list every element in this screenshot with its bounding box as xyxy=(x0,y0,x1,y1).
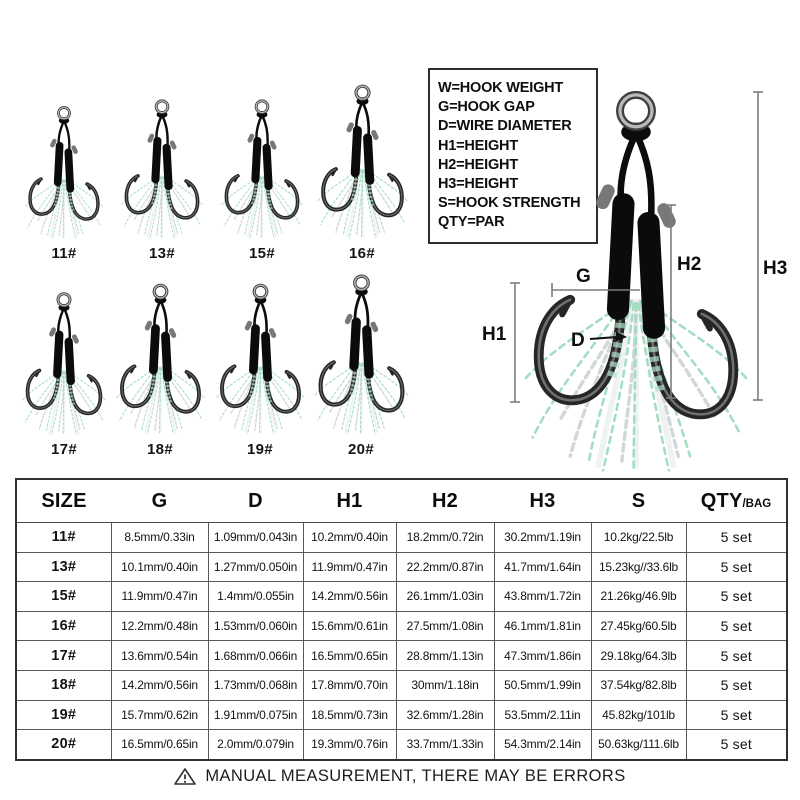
assist-hook-image xyxy=(214,281,307,438)
dimension-diagram xyxy=(470,78,800,482)
cell-h1: 18.5mm/0.73in xyxy=(303,700,396,730)
header-row xyxy=(16,479,787,523)
table-row xyxy=(16,552,787,582)
dim-label-d: D xyxy=(571,330,585,351)
cell-g: 14.2mm/0.56in xyxy=(111,670,208,700)
cell-h2: 32.6mm/1.28in xyxy=(396,700,494,730)
disclaimer-text: MANUAL MEASUREMENT, THERE MAY BE ERRORS xyxy=(205,767,626,785)
cell-qty: 5 set xyxy=(686,730,787,760)
cell-d: 1.53mm/0.060in xyxy=(208,611,303,641)
cell-size: 19# xyxy=(16,700,111,730)
cell-g: 16.5mm/0.65in xyxy=(111,730,208,760)
cell-s: 10.2kg/22.5lb xyxy=(591,523,686,553)
cell-size: 13# xyxy=(16,552,111,582)
cell-h3: 50.5mm/1.99in xyxy=(494,670,591,700)
cell-d: 1.68mm/0.066in xyxy=(208,641,303,671)
cell-h1: 15.6mm/0.61in xyxy=(303,611,396,641)
table-row xyxy=(16,582,787,612)
cell-s: 27.45kg/60.5lb xyxy=(591,611,686,641)
assist-hook-image xyxy=(20,290,108,438)
cell-qty: 5 set xyxy=(686,670,787,700)
hook-size-label: 16# xyxy=(349,245,375,262)
assist-hook-image xyxy=(315,82,410,242)
hook-sample-13 xyxy=(112,80,212,262)
cell-h3: 54.3mm/2.14in xyxy=(494,730,591,760)
cell-d: 1.4mm/0.055in xyxy=(208,582,303,612)
cell-h3: 47.3mm/1.86in xyxy=(494,641,591,671)
legend-line: H2=HEIGHT xyxy=(438,156,518,173)
disclaimer xyxy=(0,767,800,786)
dim-label-h3: H3 xyxy=(763,258,788,279)
legend-line: H1=HEIGHT xyxy=(438,137,518,154)
cell-qty: 5 set xyxy=(686,611,787,641)
col-g: G xyxy=(111,479,208,523)
col-qty xyxy=(686,479,787,523)
cell-size: 17# xyxy=(16,641,111,671)
cell-d: 1.91mm/0.075in xyxy=(208,700,303,730)
cell-h1: 17.8mm/0.70in xyxy=(303,670,396,700)
table-row xyxy=(16,730,787,760)
hook-size-label: 20# xyxy=(348,441,374,458)
cell-d: 2.0mm/0.079in xyxy=(208,730,303,760)
legend-line: G=HOOK GAP xyxy=(438,99,535,116)
col-d: D xyxy=(208,479,303,523)
cell-size: 11# xyxy=(16,523,111,553)
cell-h2: 33.7mm/1.33in xyxy=(396,730,494,760)
assist-hook-image xyxy=(311,272,412,438)
cell-size: 20# xyxy=(16,730,111,760)
assist-hook-image xyxy=(219,97,305,242)
qty-suffix: /BAG xyxy=(742,497,772,510)
cell-d: 1.09mm/0.043in xyxy=(208,523,303,553)
cell-h1: 19.3mm/0.76in xyxy=(303,730,396,760)
cell-h2: 22.2mm/0.87in xyxy=(396,552,494,582)
cell-h1: 10.2mm/0.40in xyxy=(303,523,396,553)
hook-sample-20 xyxy=(308,272,414,458)
table-row xyxy=(16,641,787,671)
legend-line: D=WIRE DIAMETER xyxy=(438,118,572,135)
hook-size-label: 17# xyxy=(51,441,77,458)
cell-s: 21.26kg/46.9lb xyxy=(591,582,686,612)
col-h2: H2 xyxy=(396,479,494,523)
hook-sample-19 xyxy=(210,272,310,458)
spec-table xyxy=(15,478,788,761)
cell-d: 1.27mm/0.050in xyxy=(208,552,303,582)
cell-g: 8.5mm/0.33in xyxy=(111,523,208,553)
cell-g: 13.6mm/0.54in xyxy=(111,641,208,671)
table-row xyxy=(16,700,787,730)
cell-s: 50.63kg/111.6lb xyxy=(591,730,686,760)
cell-h3: 43.8mm/1.72in xyxy=(494,582,591,612)
cell-h1: 11.9mm/0.47in xyxy=(303,552,396,582)
cell-s: 29.18kg/64.3lb xyxy=(591,641,686,671)
assist-hook-image xyxy=(114,281,207,438)
spec-table-container xyxy=(15,478,786,761)
cell-h2: 27.5mm/1.08in xyxy=(396,611,494,641)
cell-qty: 5 set xyxy=(686,582,787,612)
cell-h3: 53.5mm/2.11in xyxy=(494,700,591,730)
cell-g: 10.1mm/0.40in xyxy=(111,552,208,582)
hook-size-label: 15# xyxy=(249,245,275,262)
assist-hook-image xyxy=(23,104,105,242)
cell-h2: 30mm/1.18in xyxy=(396,670,494,700)
hook-size-label: 18# xyxy=(147,441,173,458)
cell-s: 37.54kg/82.8lb xyxy=(591,670,686,700)
cell-s: 45.82kg/101lb xyxy=(591,700,686,730)
hook-sample-15 xyxy=(212,80,312,262)
cell-qty: 5 set xyxy=(686,641,787,671)
cell-g: 15.7mm/0.62in xyxy=(111,700,208,730)
hook-size-label: 11# xyxy=(51,245,77,262)
hook-size-label: 19# xyxy=(247,441,273,458)
cell-size: 16# xyxy=(16,611,111,641)
assist-hook-image xyxy=(119,97,205,242)
spec-table-body xyxy=(16,523,787,760)
cell-h1: 16.5mm/0.65in xyxy=(303,641,396,671)
dim-label-g: G xyxy=(576,266,591,287)
warning-icon xyxy=(174,767,196,786)
cell-h2: 26.1mm/1.03in xyxy=(396,582,494,612)
cell-qty: 5 set xyxy=(686,552,787,582)
table-row xyxy=(16,670,787,700)
cell-qty: 5 set xyxy=(686,700,787,730)
dim-label-h1: H1 xyxy=(482,324,507,345)
table-row xyxy=(16,523,787,553)
cell-g: 12.2mm/0.48in xyxy=(111,611,208,641)
dim-label-h2: H2 xyxy=(677,254,702,275)
legend-line: S=HOOK STRENGTH xyxy=(438,195,581,212)
col-h3: H3 xyxy=(494,479,591,523)
cell-qty: 5 set xyxy=(686,523,787,553)
hook-sample-18 xyxy=(110,272,210,458)
col-size: SIZE xyxy=(16,479,111,523)
cell-h3: 30.2mm/1.19in xyxy=(494,523,591,553)
cell-h2: 28.8mm/1.13in xyxy=(396,641,494,671)
hook-sample-11 xyxy=(14,80,114,262)
cell-h2: 18.2mm/0.72in xyxy=(396,523,494,553)
cell-s: 15.23kg//33.6lb xyxy=(591,552,686,582)
hook-sample-17 xyxy=(14,272,114,458)
cell-h1: 14.2mm/0.56in xyxy=(303,582,396,612)
cell-size: 18# xyxy=(16,670,111,700)
qty-label: QTY xyxy=(700,489,743,512)
hook-size-label: 13# xyxy=(149,245,175,262)
cell-size: 15# xyxy=(16,582,111,612)
cell-h3: 41.7mm/1.64in xyxy=(494,552,591,582)
cell-d: 1.73mm/0.068in xyxy=(208,670,303,700)
col-s: S xyxy=(591,479,686,523)
hook-sample-16 xyxy=(310,80,414,262)
legend-line: QTY=PAR xyxy=(438,214,505,231)
col-h1: H1 xyxy=(303,479,396,523)
table-row xyxy=(16,611,787,641)
legend-line: H3=HEIGHT xyxy=(438,176,518,193)
cell-g: 11.9mm/0.47in xyxy=(111,582,208,612)
cell-h3: 46.1mm/1.81in xyxy=(494,611,591,641)
legend-line: W=HOOK WEIGHT xyxy=(438,80,564,96)
